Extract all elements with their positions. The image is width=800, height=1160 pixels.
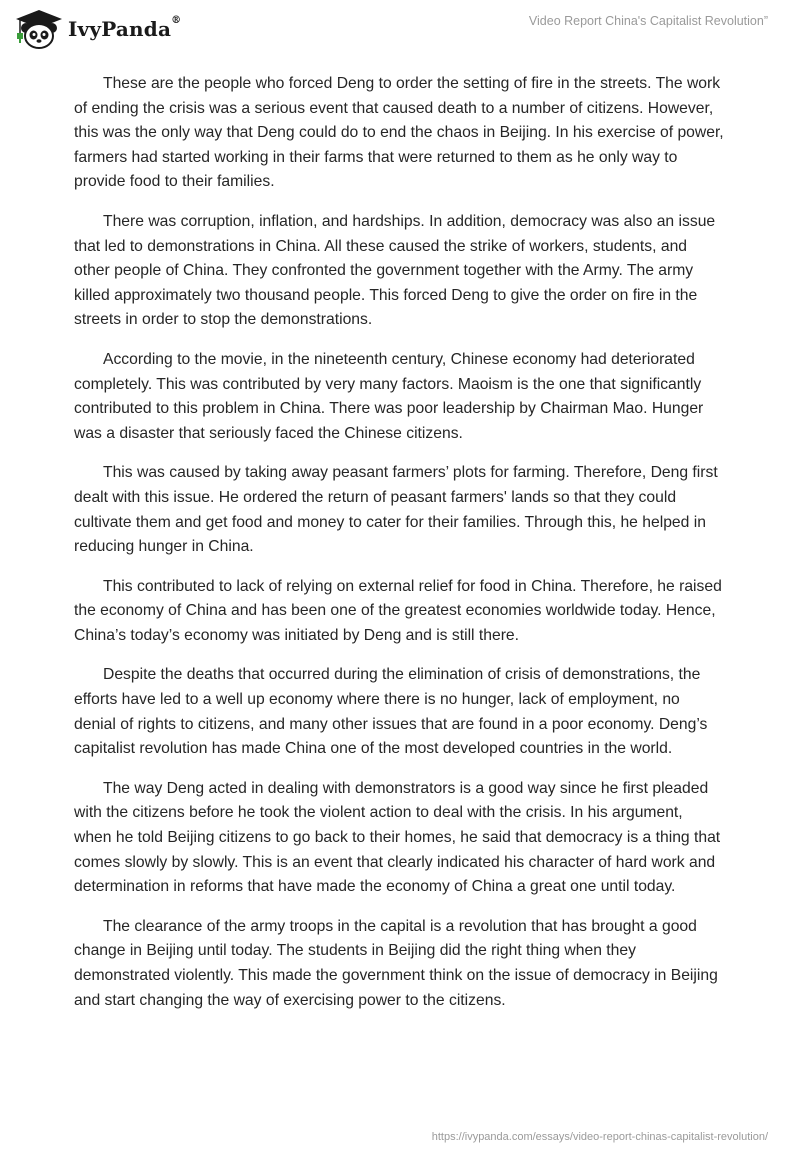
panda-graduate-icon bbox=[14, 8, 64, 50]
paragraph: This was caused by taking away peasant farmers’ plots for farming. Therefore, Deng first dealt with this issue. He ordered the return of peasant farmers' lands so that they could cultivate them and get food and money to cater for their families. Through this, he helped in reducing hunger in China. bbox=[74, 464, 718, 556]
paragraph: The way Deng acted in dealing with demonstrators is a good way since he first pleaded with the citizens before he took the violent action to deal with the crisis. In his argument, when he told Beijing citizens to go back to their homes, he said that democracy is a thing that comes slowly by slowly. This is an event that clearly indicated his character of hard work and determination in reforms that have made the economy of China a great one until today. bbox=[74, 779, 721, 896]
paragraph: This contributed to lack of relying on external relief for food in China. Therefore, he raised the economy of China and has been one of the greatest economies worldwide today. Hence, China’s today’s economy was initiated by Deng and is still there. bbox=[74, 577, 722, 644]
brand-name: IvyPanda® bbox=[68, 15, 182, 41]
registered-mark: ® bbox=[171, 15, 182, 26]
document-title: Video Report China's Capitalist Revolution” bbox=[528, 14, 768, 28]
paragraph: There was corruption, inflation, and hardships. In addition, democracy was also an issue that led to demonstrations in China. All these caused the strike of workers, students, and other people of China. They confronted the government together with the Army. The army killed approximately two thousand people. This forced Deng to give the order on fire in the streets in order to stop the demonstrations. bbox=[74, 212, 716, 329]
ivypanda-logo[interactable] bbox=[14, 8, 181, 50]
paragraph: According to the movie, in the nineteenth century, Chinese economy had deteriorated completely. This was contributed by very many factors. Maoism is the one that significantly contributed to this problem in China. There was poor leadership by Chairman Mao. Hunger was a disaster that seriously faced the Chinese citizens. bbox=[74, 350, 704, 442]
paragraph: Despite the deaths that occurred during the elimination of crisis of demonstrations, the efforts have led to a well up economy where there is no hunger, lack of employment, no denial of rights to citizens, and many other issues that are found in a poor economy. Deng’s capitalist revolution has made China one of the most developed countries in the world. bbox=[74, 666, 708, 758]
essay-body bbox=[74, 72, 724, 1028]
paragraph: The clearance of the army troops in the capital is a revolution that has brought a good change in Beijing until today. The students in Beijing did the right thing when they demonstrated violently. This made the government think on the issue of democracy in Beijing and start changing the way of exercising power to the citizens. bbox=[74, 917, 718, 1009]
source-url[interactable]: https://ivypanda.com/essays/video-report-chinas-capitalist-revolution/ bbox=[431, 1131, 768, 1143]
paragraph: These are the people who forced Deng to order the setting of fire in the streets. The work of ending the crisis was a serious event that caused death to a number of citizens. However, this was the only way that Deng could do to end the chaos in Beijing. In his exercise of power, farmers had started working in their farms that were returned to them as he only way to provide food to their families. bbox=[74, 75, 724, 191]
page-header bbox=[0, 0, 800, 60]
